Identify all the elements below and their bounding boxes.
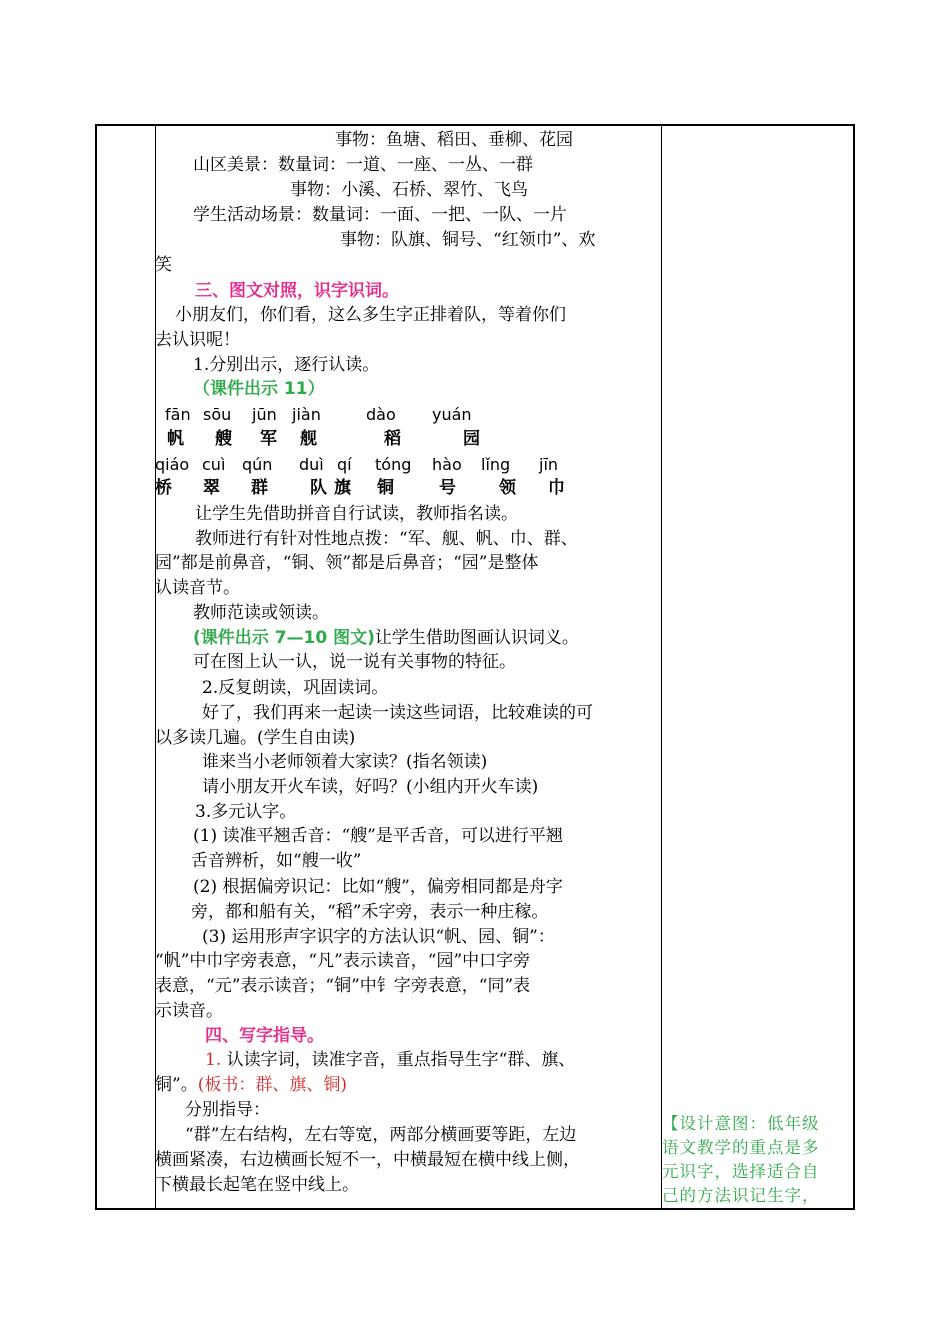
pinyin: yuán <box>432 405 472 424</box>
character: 稻 <box>384 429 401 449</box>
pinyin: qún <box>242 455 273 474</box>
character: 帆 <box>167 429 184 449</box>
character-row-1 <box>155 427 660 451</box>
text-line: 谁来当小老师领着大家读？(指名领读) <box>202 752 488 772</box>
pinyin: qiáo <box>155 455 190 474</box>
text-line: 事物：鱼塘、稻田、垂柳、花园 <box>335 130 573 150</box>
text-line: 可在图上认一认，说一说有关事物的特征。 <box>193 652 516 672</box>
text-line: 事物：队旗、铜号、“红领巾”、欢 <box>340 230 596 250</box>
character: 领 <box>499 478 516 498</box>
character: 舰 <box>300 429 317 449</box>
pinyin: duì <box>299 455 324 474</box>
text-line: 示读音。 <box>155 1001 223 1021</box>
pinyin: cuì <box>202 455 226 474</box>
text-line: 2.反复朗读，巩固读词。 <box>202 678 389 698</box>
character: 桥 <box>155 478 172 498</box>
character: 巾 <box>548 478 565 498</box>
text-line: (1) 读准平翘舌音：“艘”是平舌音，可以进行平翘 <box>193 826 563 846</box>
pinyin: jūn <box>252 405 277 424</box>
character: 艘 <box>215 429 232 449</box>
text-line: 山区美景：数量词：一道、一座、一丛、一群 <box>193 155 533 175</box>
pinyin-row-2 <box>155 453 660 477</box>
text-line: 旁，都和船有关，“稻”禾字旁，表示一种庄稼。 <box>191 902 549 922</box>
character: 翠 <box>203 478 220 498</box>
text-line: 请小朋友开火车读，好吗？(小组内开火车读) <box>202 777 539 797</box>
section-heading-4: 四、写字指导。 <box>205 1026 324 1046</box>
text-line: 笑 <box>155 255 172 275</box>
text-line: 表意，“元”表示读音；“铜”中钅字旁表意，“同”表 <box>155 976 531 996</box>
courseware-note: （课件出示 11） <box>193 379 325 399</box>
pinyin: fān <box>165 405 191 424</box>
text-line <box>205 1048 575 1072</box>
pinyin: jiàn <box>292 405 321 424</box>
character: 铜 <box>377 478 394 498</box>
text-fragment: 铜”。 <box>155 1075 198 1095</box>
character-row-2 <box>155 476 660 500</box>
courseware-note: (课件出示 7—10 图文) <box>193 628 375 648</box>
text-line: 小朋友们，你们看，这么多生字正排着队，等着你们 <box>175 305 566 325</box>
design-intent-note <box>662 1112 854 1208</box>
pinyin: dào <box>366 405 396 424</box>
text-line-with-note <box>193 626 579 650</box>
pinyin: tóng <box>375 455 412 474</box>
text-line: 元识字，选择适合自 <box>662 1162 820 1181</box>
pinyin: jīn <box>539 455 559 474</box>
text-fragment: 让学生借助图画认识词义。 <box>374 628 579 648</box>
character: 号 <box>439 478 456 498</box>
character: 园 <box>463 429 480 449</box>
character: 队 <box>310 478 327 498</box>
text-fragment: 认读字词，读准字音，重点指导生字“群、旗、 <box>226 1050 576 1070</box>
text-line: 教师范读或领读。 <box>193 603 329 623</box>
text-line: “群”左右结构，左右等宽，两部分横画要等距，左边 <box>185 1125 577 1145</box>
character: 军 <box>260 429 277 449</box>
text-line: 认读音节。 <box>155 578 240 598</box>
text-line: 学生活动场景：数量词：一面、一把、一队、一片 <box>193 205 567 225</box>
pinyin: sōu <box>203 405 232 424</box>
character: 旗 <box>334 478 351 498</box>
text-line: 3.多元认字。 <box>195 802 297 822</box>
text-line: 以多读几遍。(学生自由读) <box>155 728 356 748</box>
text-line: 语文教学的重点是多 <box>662 1138 820 1157</box>
text-line: 去认识呢！ <box>155 330 240 350</box>
pinyin-row-1 <box>155 403 660 427</box>
text-line: 下横最长起笔在竖中线上。 <box>155 1175 359 1195</box>
section-heading-3: 三、图文对照，识字识词。 <box>195 281 399 301</box>
text-line: 【设计意图：低年级 <box>662 1114 820 1133</box>
column-divider-right <box>661 126 662 1208</box>
text-line: 舌音辨析，如“艘一收” <box>191 851 362 871</box>
text-line: “帆”中巾字旁表意，“凡”表示读音，“园”中口字旁 <box>155 951 531 971</box>
text-line: 园”都是前鼻音，“铜、领”都是后鼻音；“园”是整体 <box>155 553 539 573</box>
text-line <box>155 1073 347 1097</box>
text-line: 1.分别出示，逐行认读。 <box>193 355 380 375</box>
text-line: (2) 根据偏旁识记：比如“艘”，偏旁相同都是舟字 <box>193 877 563 897</box>
pinyin: hào <box>432 455 462 474</box>
text-line: 让学生先借助拼音自行试读，教师指名读。 <box>195 504 518 524</box>
board-note: (板书：群、旗、铜) <box>197 1075 347 1095</box>
text-line: 教师进行有针对性地点拨：“军、舰、帆、巾、群、 <box>195 529 578 549</box>
text-line: (3) 运用形声字识字的方法认识“帆、园、铜”： <box>202 927 555 947</box>
pinyin: qí <box>337 455 352 474</box>
text-line: 己的方法识记生字， <box>662 1186 820 1205</box>
character: 群 <box>251 478 268 498</box>
text-line: 分别指导： <box>185 1100 270 1120</box>
text-line: 事物：小溪、石桥、翠竹、飞鸟 <box>290 180 528 200</box>
text-line: 好了，我们再来一起读一读这些词语，比较难读的可 <box>202 703 593 723</box>
column-divider-left <box>155 126 156 1208</box>
text-line: 横画紧凑，右边横画长短不一，中横最短在横中线上侧， <box>155 1150 580 1170</box>
list-number: 1. <box>205 1050 222 1070</box>
pinyin: lǐng <box>481 455 511 474</box>
